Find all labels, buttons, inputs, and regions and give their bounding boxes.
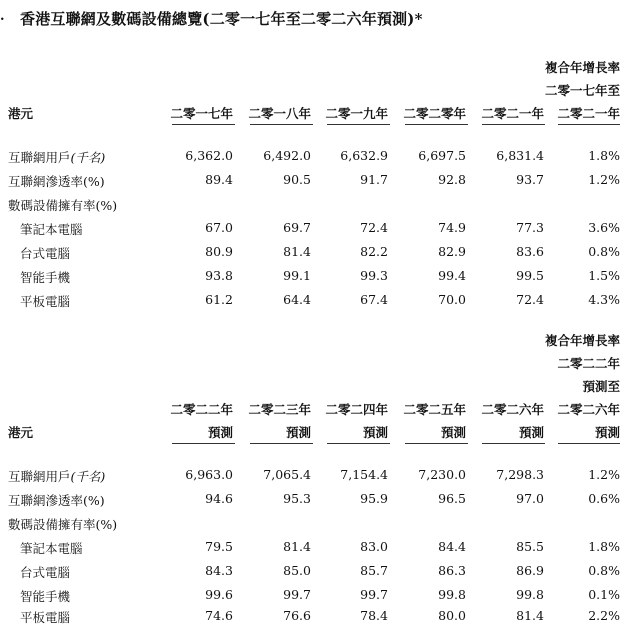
forecast-label: 預測 xyxy=(440,425,466,440)
cell-value: 93.8 xyxy=(205,268,233,283)
header-rule xyxy=(327,124,390,125)
cell-value: 74.9 xyxy=(438,220,466,235)
year-header: 二零二一年 xyxy=(481,106,544,121)
cell-value: 80.9 xyxy=(205,244,233,259)
cell-value: 6,697.5 xyxy=(418,148,466,163)
forecast-label: 預測 xyxy=(207,425,233,440)
cagr-value: 1.2% xyxy=(588,467,620,482)
cell-value: 86.3 xyxy=(438,563,466,578)
cell-value: 6,492.0 xyxy=(263,148,311,163)
header-rule xyxy=(250,443,313,444)
year-header: 二零二二年 xyxy=(170,402,233,417)
cell-value: 67.0 xyxy=(205,220,233,235)
header-rule xyxy=(405,124,468,125)
cagr-value: 0.6% xyxy=(588,491,620,506)
cell-value: 99.7 xyxy=(360,587,388,602)
header-rule xyxy=(558,124,620,125)
cagr-header-line-3: 預測至 xyxy=(582,379,620,394)
cell-value: 85.7 xyxy=(360,563,388,578)
cell-value: 99.3 xyxy=(360,268,388,283)
cagr-header-line-3: 二零二一年 xyxy=(557,106,620,121)
cell-value: 95.9 xyxy=(360,491,388,506)
cell-value: 99.5 xyxy=(516,268,544,283)
header-rule xyxy=(482,443,545,444)
forecast-label: 預測 xyxy=(285,425,311,440)
year-header: 二零二五年 xyxy=(403,402,466,417)
cell-value: 83.0 xyxy=(360,539,388,554)
row-label: 互聯網滲透率(%) xyxy=(8,174,105,189)
cell-value: 96.5 xyxy=(438,491,466,506)
row-label: 互聯網用戶(千名) xyxy=(8,150,106,165)
cell-value: 74.6 xyxy=(205,608,233,623)
cell-value: 7,298.3 xyxy=(496,467,544,482)
cagr-value: 1.8% xyxy=(588,539,620,554)
year-header: 二零二六年 xyxy=(481,402,544,417)
cell-value: 67.4 xyxy=(360,292,388,307)
cell-value: 84.4 xyxy=(438,539,466,554)
cell-value: 82.2 xyxy=(360,244,388,259)
cell-value: 72.4 xyxy=(360,220,388,235)
cell-value: 95.3 xyxy=(283,491,311,506)
cell-value: 70.0 xyxy=(438,292,466,307)
cell-value: 80.0 xyxy=(438,608,466,623)
cagr-header-line-1: 複合年增長率 xyxy=(544,60,620,75)
cell-value: 79.5 xyxy=(205,539,233,554)
cell-value: 6,632.9 xyxy=(340,148,388,163)
forecast-label: 預測 xyxy=(518,425,544,440)
cell-value: 81.4 xyxy=(283,244,311,259)
year-header: 二零一八年 xyxy=(248,106,311,121)
section-bullet: . xyxy=(0,9,5,24)
row-label: 筆記本電腦 xyxy=(20,541,83,556)
header-rule xyxy=(250,124,313,125)
header-rule xyxy=(327,443,390,444)
cell-value: 7,230.0 xyxy=(418,467,466,482)
cell-value: 91.7 xyxy=(360,172,388,187)
cell-value: 84.3 xyxy=(205,563,233,578)
year-header: 二零二三年 xyxy=(248,402,311,417)
cell-value: 6,831.4 xyxy=(496,148,544,163)
row-label: 筆記本電腦 xyxy=(20,222,83,237)
cell-value: 99.4 xyxy=(438,268,466,283)
cell-value: 89.4 xyxy=(205,172,233,187)
page-title: 香港互聯網及數碼設備總覽(二零一七年至二零二六年預測)* xyxy=(20,10,423,28)
header-rule xyxy=(405,443,468,444)
cell-value: 76.6 xyxy=(283,608,311,623)
row-label: 台式電腦 xyxy=(20,565,71,580)
cell-value: 99.8 xyxy=(516,587,544,602)
cell-value: 64.4 xyxy=(283,292,311,307)
cell-value: 83.6 xyxy=(516,244,544,259)
row-label: 互聯網滲透率(%) xyxy=(8,493,105,508)
cagr-value: 1.8% xyxy=(588,148,620,163)
header-rule xyxy=(172,124,235,125)
cell-value: 78.4 xyxy=(360,608,388,623)
cell-value: 99.7 xyxy=(283,587,311,602)
cell-value: 85.0 xyxy=(283,563,311,578)
cell-value: 82.9 xyxy=(438,244,466,259)
cell-value: 69.7 xyxy=(283,220,311,235)
year-header: 二零二零年 xyxy=(403,106,466,121)
currency-label: 港元 xyxy=(8,425,34,440)
cell-value: 97.0 xyxy=(516,491,544,506)
cagr-value: 1.5% xyxy=(588,268,620,283)
cagr-header-line-4: 二零二六年 xyxy=(557,402,620,417)
cagr-value: 0.8% xyxy=(588,244,620,259)
row-label: 數碼設備擁有率(%) xyxy=(8,517,118,532)
cell-value: 6,963.0 xyxy=(185,467,233,482)
cell-value: 92.8 xyxy=(438,172,466,187)
cagr-value: 0.8% xyxy=(588,563,620,578)
cagr-value: 1.2% xyxy=(588,172,620,187)
cell-value: 61.2 xyxy=(205,292,233,307)
cell-value: 94.6 xyxy=(205,491,233,506)
row-label: 平板電腦 xyxy=(20,294,71,309)
row-label: 互聯網用戶(千名) xyxy=(8,469,106,484)
header-rule xyxy=(558,443,620,444)
row-label: 平板電腦 xyxy=(20,610,71,625)
cell-value: 85.5 xyxy=(516,539,544,554)
cell-value: 99.1 xyxy=(283,268,311,283)
cell-value: 6,362.0 xyxy=(185,148,233,163)
cagr-value: 4.3% xyxy=(588,292,620,307)
cagr-header-line-1: 複合年增長率 xyxy=(544,333,620,348)
cagr-header-line-5: 預測 xyxy=(594,425,620,440)
cagr-value: 3.6% xyxy=(588,220,620,235)
cell-value: 86.9 xyxy=(516,563,544,578)
year-header: 二零一九年 xyxy=(325,106,388,121)
currency-label: 港元 xyxy=(8,106,34,121)
row-label: 智能手機 xyxy=(20,270,71,285)
cell-value: 81.4 xyxy=(283,539,311,554)
cagr-header-line-2: 二零一七年至 xyxy=(544,83,620,98)
header-rule xyxy=(172,443,235,444)
year-header: 二零一七年 xyxy=(170,106,233,121)
header-rule xyxy=(482,124,545,125)
cell-value: 77.3 xyxy=(516,220,544,235)
forecast-label: 預測 xyxy=(362,425,388,440)
cell-value: 81.4 xyxy=(516,608,544,623)
row-label: 數碼設備擁有率(%) xyxy=(8,198,118,213)
cell-value: 7,154.4 xyxy=(340,467,388,482)
year-header: 二零二四年 xyxy=(325,402,388,417)
row-label: 台式電腦 xyxy=(20,246,71,261)
cell-value: 72.4 xyxy=(516,292,544,307)
row-label: 智能手機 xyxy=(20,589,71,604)
cell-value: 99.6 xyxy=(205,587,233,602)
cell-value: 90.5 xyxy=(283,172,311,187)
cagr-value: 0.1% xyxy=(588,587,620,602)
cagr-header-line-2: 二零二二年 xyxy=(557,356,620,371)
cagr-value: 2.2% xyxy=(588,608,620,623)
cell-value: 99.8 xyxy=(438,587,466,602)
cell-value: 7,065.4 xyxy=(263,467,311,482)
cell-value: 93.7 xyxy=(516,172,544,187)
